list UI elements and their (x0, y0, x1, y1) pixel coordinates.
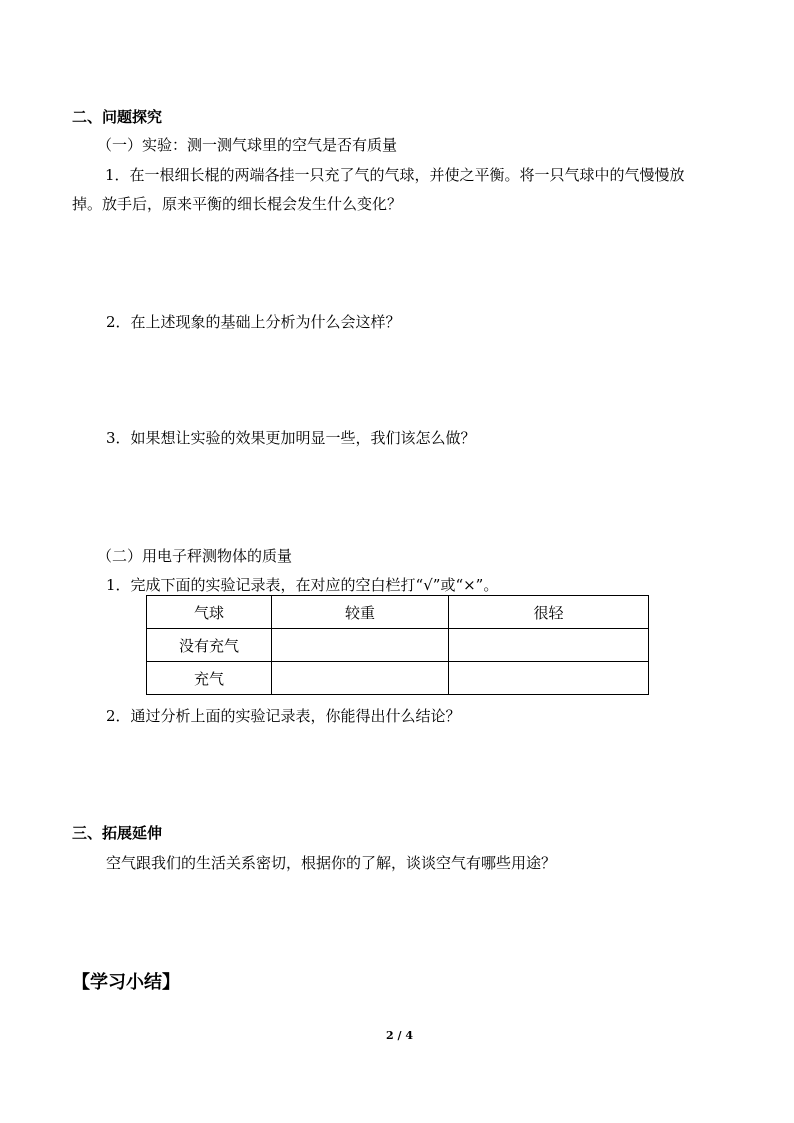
summary-heading: 【学习小结】 (72, 972, 180, 993)
question-1-line-2: 掉。放手后，原来平衡的细长棍会发生什么变化？ (72, 195, 403, 213)
table-header-cell: 很轻 (449, 596, 649, 629)
section-3-heading: 三、拓展延伸 (72, 824, 163, 842)
table-cell-blank[interactable] (449, 629, 649, 662)
page-number: 2 / 4 (386, 1029, 413, 1042)
subsection-2-title: （二）用电子秤测物体的质量 (97, 547, 293, 565)
question-2: 2．在上述现象的基础上分析为什么会这样？ (106, 313, 401, 331)
section-2-heading: 二、问题探究 (72, 108, 163, 126)
question-1-line-1: 1．在一根细长棍的两端各挂一只充了气的气球，并使之平衡。将一只气球中的气慢慢放 (105, 166, 685, 184)
subsection-1-title: （一）实验：测一测气球里的空气是否有质量 (97, 136, 398, 154)
experiment-record-table (146, 595, 649, 695)
table-header-row (147, 596, 649, 629)
table-header-cell: 较重 (272, 596, 449, 629)
table-row-label: 没有充气 (147, 629, 272, 662)
table-header-cell: 气球 (147, 596, 272, 629)
table-cell-blank[interactable] (272, 629, 449, 662)
table-row (147, 629, 649, 662)
table-cell-blank[interactable] (449, 662, 649, 695)
table-row (147, 662, 649, 695)
table-instruction: 1．完成下面的实验记录表，在对应的空白栏打“√”或“×”。 (106, 576, 499, 594)
extension-question: 空气跟我们的生活关系密切，根据你的了解，谈谈空气有哪些用途？ (106, 854, 557, 872)
table-cell-blank[interactable] (272, 662, 449, 695)
table-row-label: 充气 (147, 662, 272, 695)
question-3: 3．如果想让实验的效果更加明显一些，我们该怎么做？ (106, 429, 476, 447)
conclusion-question: 2．通过分析上面的实验记录表，你能得出什么结论？ (106, 707, 461, 725)
